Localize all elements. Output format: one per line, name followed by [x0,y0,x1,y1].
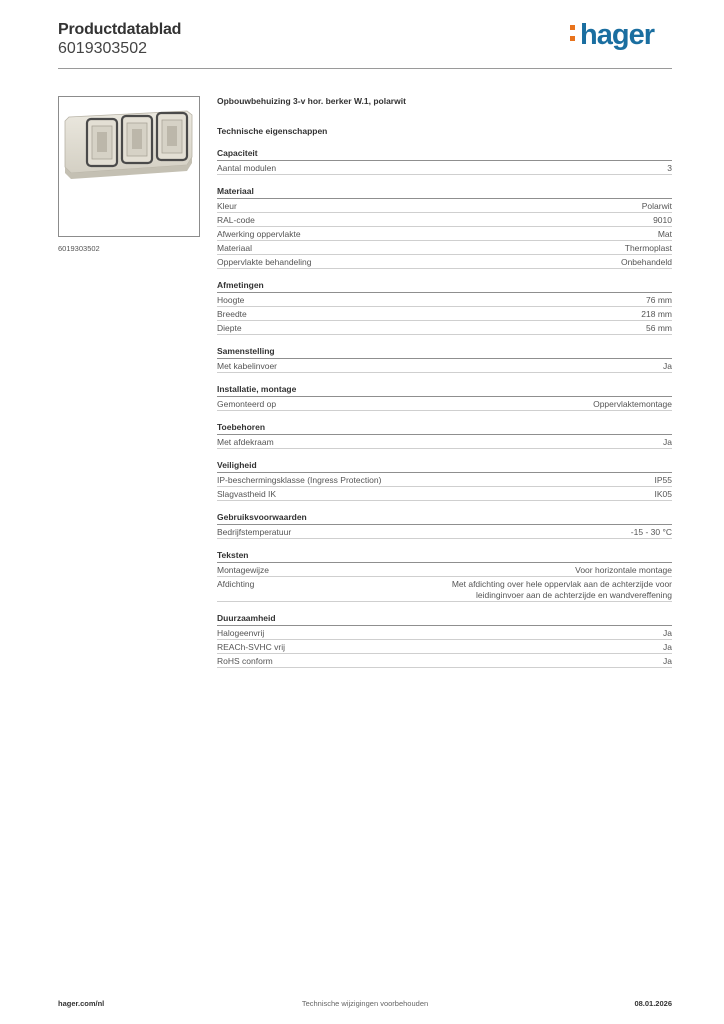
spec-label: Diepte [217,323,242,333]
footer-disclaimer: Technische wijzigingen voorbehouden [301,999,429,1008]
page-header [58,20,672,68]
spec-group [217,613,672,668]
spec-label: Aantal modulen [217,163,277,173]
spec-value: 56 mm [646,323,672,333]
spec-group [217,280,672,335]
logo-colon-icon [570,25,576,45]
product-title: Opbouwbehuizing 3-v hor. berker W.1, polarwit [217,96,406,106]
spec-group [217,384,672,411]
spec-value: Thermoplast [624,243,672,253]
spec-groups [217,148,672,668]
spec-group-title: Installatie, montage [217,384,672,397]
specifications [217,96,672,668]
product-image [58,96,200,237]
spec-value: 76 mm [646,295,672,305]
footer-website: hager.com/nl [58,999,105,1008]
spec-group [217,512,672,539]
spec-label: Bedrijfstemperatuur [217,527,292,537]
spec-row [217,577,672,602]
spec-label: Afdichting [217,579,255,589]
spec-group-title: Teksten [217,550,672,563]
spec-group-title: Gebruiksvoorwaarden [217,512,672,525]
spec-value: -15 - 30 °C [630,527,672,537]
spec-label: Afwerking oppervlakte [217,229,301,239]
spec-row [217,199,672,213]
spec-value: Ja [663,437,672,447]
spec-value: Ja [663,642,672,652]
spec-label: Gemonteerd op [217,399,277,409]
spec-value: Voor horizontale montage [575,565,672,575]
spec-group [217,550,672,602]
spec-row [217,321,672,335]
spec-value: 218 mm [641,309,672,319]
spec-row [217,487,672,501]
spec-row [217,435,672,449]
spec-group-title: Afmetingen [217,280,672,293]
header-divider [58,68,672,69]
spec-group [217,346,672,373]
spec-label: Materiaal [217,243,252,253]
spec-group-title: Duurzaamheid [217,613,672,626]
spec-group [217,460,672,501]
spec-row [217,293,672,307]
spec-group-title: Materiaal [217,186,672,199]
spec-group [217,148,672,175]
spec-row [217,359,672,373]
spec-group [217,186,672,269]
spec-value: Onbehandeld [620,257,672,267]
spec-label: Oppervlakte behandeling [217,257,312,267]
spec-label: RAL-code [217,215,255,225]
spec-label: Met afdekraam [217,437,274,447]
spec-value: 9010 [653,215,672,225]
spec-value: Polarwit [641,201,672,211]
spec-row [217,227,672,241]
spec-row [217,525,672,539]
spec-group-title: Toebehoren [217,422,672,435]
section-heading: Technische eigenschappen [217,126,328,136]
spec-label: Met kabelinvoer [217,361,278,371]
spec-label: REACh-SVHC vrij [217,642,286,652]
spec-row [217,241,672,255]
footer-date: 08.01.2026 [634,999,672,1008]
spec-value: Ja [663,628,672,638]
spec-row [217,307,672,321]
logo-text: hager [580,19,654,51]
spec-row [217,626,672,640]
spec-row [217,213,672,227]
spec-value: Met afdichting over hele oppervlak aan de achterzijde voor leidinginvoer aan de achterzijde en wandvereffening [451,579,672,600]
spec-row [217,161,672,175]
spec-value: IK05 [654,489,672,499]
spec-label: Halogeenvrij [217,628,265,638]
spec-value: Mat [657,229,672,239]
spec-label: Montagewijze [217,565,269,575]
spec-label: Hoogte [217,295,245,305]
spec-group-title: Veiligheid [217,460,672,473]
spec-value: Oppervlaktemontage [593,399,672,409]
spec-row [217,563,672,577]
document-title: Productdatablad [58,21,182,38]
spec-row [217,255,672,269]
page-footer [58,999,672,1011]
spec-row [217,654,672,668]
spec-label: Slagvastheid IK [217,489,277,499]
spec-group-title: Samenstelling [217,346,672,359]
spec-label: Kleur [217,201,237,211]
spec-row [217,473,672,487]
spec-value: Ja [663,656,672,666]
spec-group [217,422,672,449]
spec-label: Breedte [217,309,247,319]
spec-value: 3 [667,163,672,173]
spec-label: RoHS conform [217,656,273,666]
spec-label: IP-beschermingsklasse (Ingress Protection) [217,475,382,485]
product-code: 6019303502 [58,40,147,57]
hager-logo [580,20,654,50]
spec-group-title: Capaciteit [217,148,672,161]
spec-value: Ja [663,361,672,371]
surface-housing-3-gang-icon [59,97,199,236]
spec-value: IP55 [654,475,672,485]
image-caption: 6019303502 [58,244,100,253]
spec-row [217,640,672,654]
spec-row [217,397,672,411]
